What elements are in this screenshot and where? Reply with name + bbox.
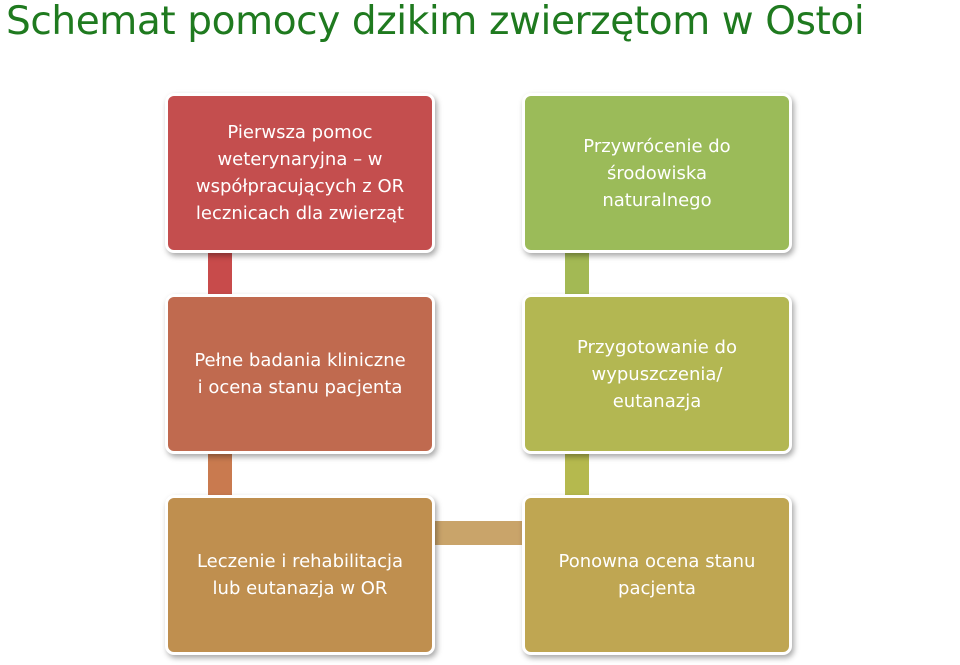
step-treatment bbox=[165, 495, 435, 655]
step-release-line: Przywrócenie do bbox=[583, 135, 731, 157]
step-examination-text bbox=[194, 347, 405, 401]
step-release-line: naturalnego bbox=[602, 189, 712, 211]
step-examination-line: Pełne badania kliniczne bbox=[194, 350, 406, 371]
step-preparation bbox=[522, 294, 792, 454]
step-treatment-line: lub eutanazja w OR bbox=[212, 578, 388, 599]
step-reassessment-line: Ponowna ocena stanu bbox=[558, 551, 756, 572]
step-first-aid bbox=[165, 93, 435, 253]
connector-treatment-to-reassessment bbox=[430, 521, 526, 545]
step-treatment-text bbox=[197, 548, 403, 602]
step-release bbox=[522, 93, 792, 253]
step-first-aid-text bbox=[196, 119, 404, 227]
step-examination-line: i ocena stanu pacjenta bbox=[197, 377, 403, 398]
step-reassessment bbox=[522, 495, 792, 655]
step-reassessment-line: pacjenta bbox=[618, 578, 696, 599]
step-treatment-line: Leczenie i rehabilitacja bbox=[196, 551, 404, 572]
step-release-text bbox=[583, 133, 730, 214]
step-preparation-text bbox=[577, 334, 737, 415]
connector-first-aid-to-examination bbox=[208, 248, 232, 298]
connector-examination-to-treatment bbox=[208, 450, 232, 500]
step-first-aid-line: współpracujących z OR bbox=[195, 176, 405, 197]
step-preparation-line: wypuszczenia/ bbox=[591, 363, 723, 385]
page-title: Schemat pomocy dzikim zwierzętom w Ostoi bbox=[6, 0, 865, 44]
step-examination bbox=[165, 294, 435, 454]
step-reassessment-text bbox=[559, 548, 756, 602]
step-first-aid-line: Pierwsza pomoc bbox=[227, 122, 373, 143]
connector-preparation-to-release bbox=[565, 248, 589, 298]
step-preparation-line: Przygotowanie do bbox=[577, 336, 737, 358]
connector-reassessment-to-preparation bbox=[565, 450, 589, 500]
step-first-aid-line: weterynaryjna – w bbox=[217, 149, 383, 170]
step-release-line: środowiska bbox=[606, 162, 708, 184]
step-preparation-line: eutanazja bbox=[612, 390, 702, 412]
step-first-aid-line: lecznicach dla zwierząt bbox=[195, 203, 405, 224]
